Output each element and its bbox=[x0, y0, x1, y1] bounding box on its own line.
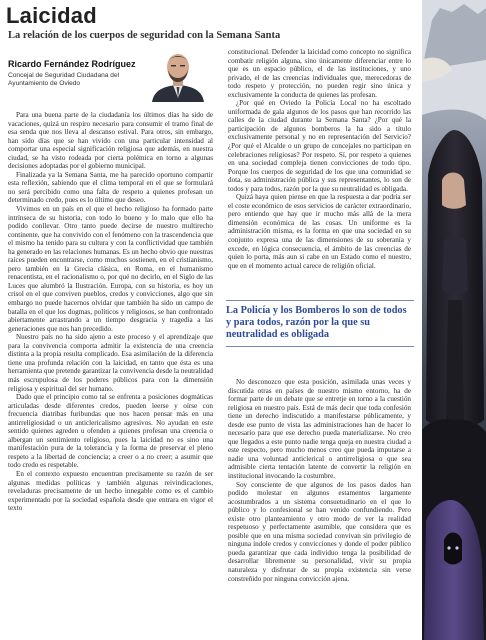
author-name: Ricardo Fernández Rodríguez bbox=[8, 59, 136, 69]
pull-quote bbox=[226, 300, 414, 347]
author-portrait bbox=[146, 46, 210, 102]
article-subtitle: La relación de los cuerpos de seguridad con la Semana Santa bbox=[8, 30, 281, 41]
paragraph: constitucional. Defender la laicidad como concepto no significa combatir religión alguna, sino únicamente diferenciar entre lo que es un espacio público, el de las instituciones, y uno privado, el de las creencias individuales que, merecedoras de todo respeto y protección, no pueden regir sino única y exclusivamente la conducta de quienes las profesan. bbox=[228, 48, 411, 99]
paragraph: Para una buena parte de la ciudadanía los últimos días ha sido de vacaciones, quizá un respiro necesario para consumir el tramo final de esa senda que nos lleva al descanso estival. Para otros, sin embargo, han sido días que se han vivido con una particular intensidad al comportar una especial significación religiosa que además, en nuestra ciudad, se ha visto rodeada por cierta polémica en torno a algunas decisiones adoptadas por el gobierno municipal. bbox=[8, 111, 213, 171]
article-column-2-top bbox=[228, 48, 411, 270]
paragraph: Vivimos en un país en el que el hecho religioso ha formado parte intrínseca de su historia, con todo lo bueno y lo malo que ello ha podido conllevar. Otro tanto puede decirse de nuestro multirecho continente, que ha convivido con el fenómeno con la trascendencia que el mismo ha tenido para su cultura y con la conflictividad que también ha generado en las relaciones humanas. Es un hecho obvio que nuestras raíces pueden encontrarse, como muchos sostienen, en el cristianismo, pero también en la Grecia clásica, en Roma, en el humanismo renacentista, en el racionalismo o, por qué no decirlo, en el Siglo de las Luces que alumbró la Ilustración. Europa, con su historia, es hoy un crisol en el que conviven pueblos, credos y convicciones, algo que sin embargo no puede hacernos olvidar que también ha sido un campo de batalla en el que los dogmas, políticos y religiosos, se han confrontado abiertamente arrastrando a un tiempo desgracia y tragedia a las generaciones que nos han precedido. bbox=[8, 205, 213, 333]
paragraph: ¿Por qué en Oviedo la Policía Local no ha escoltado uniformada de gala algunos de los pasos que han recorrido las calles de la ciudad durante la Semana Santa? ¿Por qué la participación de algunos bomberos la ha sido a título exclusivamente personal y no en representación del Servicio? ¿Por qué el Alcalde o un grupo de concejales no participan en celebraciones religiosas? Por respeto. Sí, por respeto a quienes en una sociedad compleja tienen convicciones de todo tipo. Porque los cuerpos de seguridad de los que una comunidad se dota, su administración pública y sus representantes, lo son de todos y para todos, razón por la que su neutralidad es obligada. bbox=[228, 99, 411, 193]
paragraph: Soy consciente de que algunos de los pasos dados han podido molestar en algunos estamentos largamente acostumbrados a un sistema consuetudinario en el que lo público y lo confesional se han venido confundiendo. Pero existe otro planteamiento y otro modo de ver la realidad respetuoso y perfectamente asumible, que considera que es posible que en una misma sociedad convivan sin privilegio de ninguna índole credos y convicciones y donde el poder público pueda garantizar que cada individuo tenga la posibilidad de desarrollar libremente su personalidad, vivir su propia naturaleza y disfrutar de su propia existencia sin verse constreñido por ninguna convicción ajena. bbox=[228, 480, 411, 583]
article-column-2-bottom bbox=[228, 378, 411, 583]
article-column-1 bbox=[8, 111, 213, 513]
paragraph: Finalizada ya la Semana Santa, me ha parecido oportuno compartir esta reflexión, sabiendo que el clima temporal en el que se formulará no será percibido como una falta de respeto a quienes profesan un determinado credo, pues es lo último que deseo. bbox=[8, 170, 213, 205]
pull-quote-text: La Policía y los Bomberos lo son de todos y para todos, razón por la que su neutralidad es obligada bbox=[226, 305, 407, 341]
article-title: Laicidad bbox=[6, 3, 97, 28]
paragraph: No desconozco que esta posición, asimilada unas veces y discutida otras en países de nuestro mismo entorno, ha de formar parte de un debate que se entretje en torno a la cuestión religiosa en nuestro país. Está de más decir que toda confesión tiene un derecho indiscutido a manifestarse públicamente, y desde ese punto de vista las administraciones han de hacer lo necesario para que ese derecho pueda materializarse. No creo que llegados a este punto nadie tenga queja en nuestra ciudad a este respecto, pero mucho menos creo que pueda imputarse a nadie una voluntad anticlerical o antirreligiosa o que sea admisible cierta tentación latente de convertir la religión en institucional invocando la costumbre. bbox=[228, 378, 411, 481]
procession-photo bbox=[422, 0, 486, 640]
paragraph: Nuestro país no ha sido ajeno a este proceso y el aprendizaje que para la convivencia comporta admitir la existencia de una creencia distinta a la propia resulta complicado. Esa asimilación de la diferencia tiene una profunda relación con la laicidad, en tanto que ésta es una herramienta que pretende garantizar la convivencia desde la neutralidad más escrupulosa de los poderes públicos para con la dimensión religiosa y espiritual del ser humano. bbox=[8, 333, 213, 393]
author-role: Concejal de Seguridad Ciudadana del Ayuntamiento de Oviedo bbox=[8, 72, 120, 87]
paragraph: En el contexto expuesto encuentran precisamente su razón de ser algunas medidas políticas y también algunas reivindicaciones, reveladuras precisamente de un hecho innegable como es el cambio experimentado por la sociedad española desde que entrara en vigor el texto bbox=[8, 469, 213, 513]
paragraph: Quizá haya quien piense en que la respuesta a dar podría ser el coste económico de esos servicios de carácter extraordinario, pero entiendo que hay que ir mucho más allá de la mera dimensión económica de las cosas. Un uniforme es la administración misma, es la forma en que una sociedad en su conjunto expresa una de las dimensiones de su soberanía y excede, en lógica consecuencia, el ámbito de las creencias de quien lo porta, más aun si cabe en un Estado como el nuestro, que en el momento actual carece de religión oficial. bbox=[228, 193, 411, 270]
paragraph: Dado que el principio como tal se enfrenta a posiciones dogmáticas articuladas desde diferentes credos, pueden leerse y oírse con frecuencia diatribas furibundas que nos hacen pensar más en una antirreligiosidad o un anticlericalismo agresivos. No ayudan en este sentido quienes agreden u ofenden a quienes profesan una creencia o albergan un sentimiento religioso, pues la laicidad no es sino una manifestación pura de la tolerancia y la forma de preservar el pleno respeto a la libertad de conciencia; a creer o a no creer; a asumir que todo credo es respetable. bbox=[8, 393, 213, 470]
